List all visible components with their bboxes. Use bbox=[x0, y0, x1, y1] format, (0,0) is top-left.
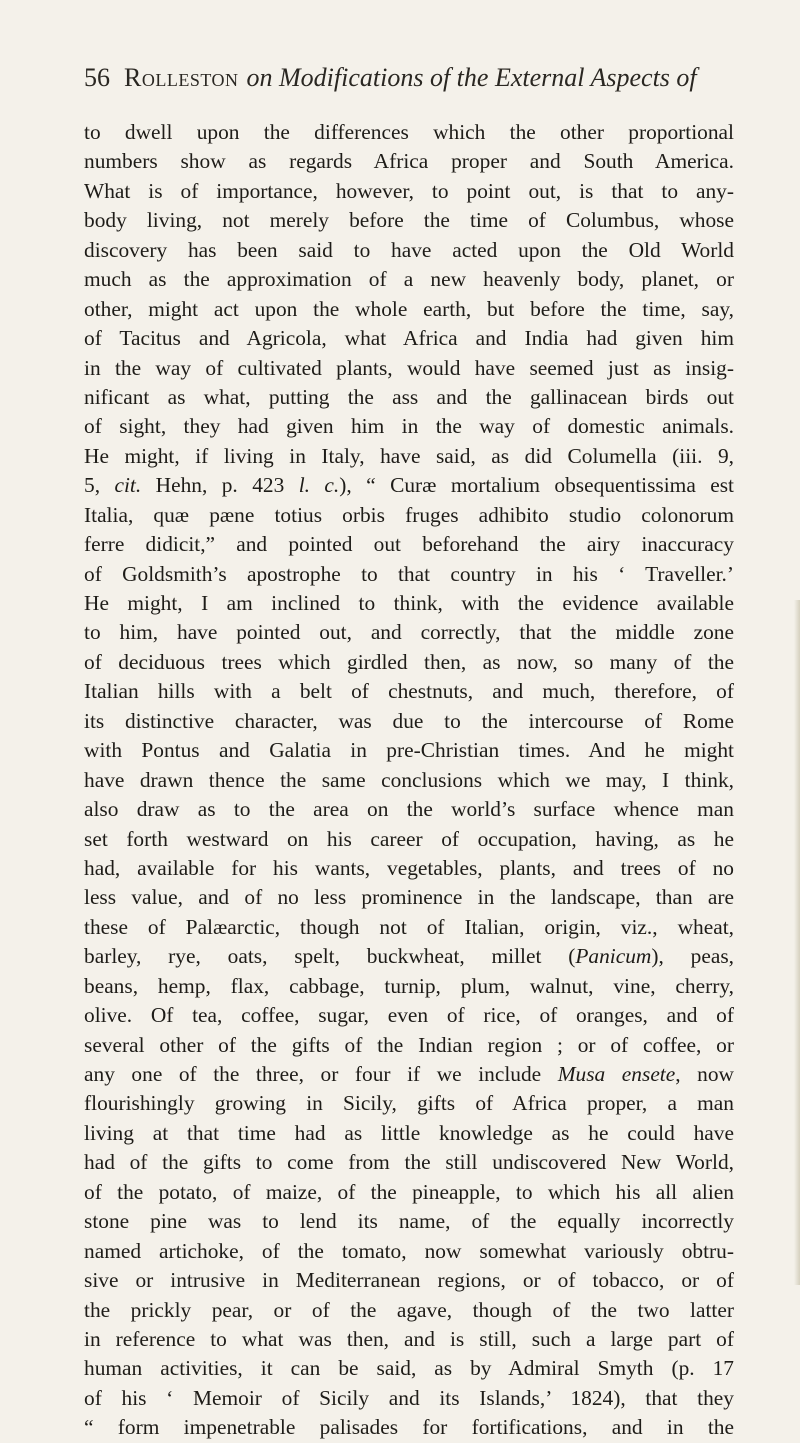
text-line: Italia, quæ pæne totius orbis fruges adhibito studio colonorum bbox=[84, 502, 734, 527]
text-line: Italian hills with a belt of chestnuts, and much, therefore, of bbox=[84, 679, 734, 704]
text-line: much as the approximation of a new heavenly body, planet, or bbox=[84, 267, 734, 292]
page-number: 56 bbox=[84, 63, 110, 92]
text-line: of his ‘ Memoir of Sicily and its Islands,’ 1824), that they bbox=[84, 1385, 734, 1410]
text-line: in the way of cultivated plants, would have seemed just as insig- bbox=[84, 355, 734, 380]
text-line: less value, and of no less prominence in the landscape, than are bbox=[84, 885, 734, 910]
text-line: living at that time had as little knowledge as he could have bbox=[84, 1120, 734, 1145]
text-line: flourishingly growing in Sicily, gifts of Africa proper, a man bbox=[84, 1091, 734, 1116]
text-line: human activities, it can be said, as by Admiral Smyth (p. 17 bbox=[84, 1356, 734, 1381]
text-line: any one of the three, or four if we include Musa ensete, now bbox=[84, 1062, 734, 1086]
text-line: What is of importance, however, to point out, is that to any- bbox=[84, 178, 734, 203]
running-head bbox=[84, 58, 734, 98]
text-line: the prickly pear, or of the agave, though of the two latter bbox=[84, 1297, 734, 1322]
text-line: He might, I am inclined to think, with the evidence available bbox=[84, 591, 734, 615]
body-text bbox=[84, 118, 734, 1443]
text-line: nificant as what, putting the ass and the gallinacean birds out bbox=[84, 384, 734, 409]
text-line: other, might act upon the whole earth, but before the time, say, bbox=[84, 296, 734, 321]
text-line: had, available for his wants, vegetables, plants, and trees of no bbox=[84, 855, 734, 880]
running-head-author: Rolleston bbox=[124, 63, 239, 92]
text-line: of sight, they had given him in the way of domestic animals. bbox=[84, 414, 734, 439]
text-line: numbers show as regards Africa proper and South America. bbox=[84, 149, 734, 174]
text-line: olive. Of tea, coffee, sugar, even of rice, of oranges, and of bbox=[84, 1003, 734, 1028]
text-line: had of the gifts to come from the still undiscovered New World, bbox=[84, 1150, 734, 1175]
text-line: with Pontus and Galatia in pre-Christian times. And he might bbox=[84, 738, 734, 763]
text-line: of deciduous trees which girdled then, as now, so many of the bbox=[84, 649, 734, 674]
text-line: these of Palæarctic, though not of Italian, origin, viz., wheat, bbox=[84, 914, 734, 939]
text-line: beans, hemp, flax, cabbage, turnip, plum, walnut, vine, cherry, bbox=[84, 973, 734, 998]
text-line: also draw as to the area on the world’s surface whence man bbox=[84, 797, 734, 822]
text-line: discovery has been said to have acted upon the Old World bbox=[84, 237, 734, 262]
text-line: to him, have pointed out, and correctly, that the middle zone bbox=[84, 620, 734, 645]
text-line: barley, rye, oats, spelt, buckwheat, millet (Panicum), peas, bbox=[84, 944, 734, 969]
text-line: stone pine was to lend its name, of the equally incorrectly bbox=[84, 1209, 734, 1234]
text-line: sive or intrusive in Mediterranean regions, or of tobacco, or of bbox=[84, 1268, 734, 1293]
running-head-title: on Modifications of the External Aspects of bbox=[246, 63, 697, 92]
text-line: named artichoke, of the tomato, now somewhat variously obtru- bbox=[84, 1238, 734, 1263]
text-line: have drawn thence the same conclusions which we may, I think, bbox=[84, 767, 734, 792]
text-line: of the potato, of maize, of the pineapple, to which his all alien bbox=[84, 1179, 734, 1204]
text-line: in reference to what was then, and is still, such a large part of bbox=[84, 1326, 734, 1351]
text-line: He might, if living in Italy, have said, as did Columella (iii. 9, bbox=[84, 443, 734, 468]
text-line: ferre didicit,” and pointed out beforehand the airy inaccuracy bbox=[84, 532, 734, 557]
text-line: of Goldsmith’s apostrophe to that country in his ‘ Traveller.’ bbox=[84, 561, 734, 586]
text-line: body living, not merely before the time of Columbus, whose bbox=[84, 208, 734, 233]
text-line: set forth westward on his career of occupation, having, as he bbox=[84, 826, 734, 851]
page-edge-shadow bbox=[794, 600, 800, 1285]
text-line: “ form impenetrable palisades for fortifications, and in the bbox=[84, 1415, 734, 1440]
text-line: of Tacitus and Agricola, what Africa and India had given him bbox=[84, 326, 734, 351]
text-line: its distinctive character, was due to the intercourse of Rome bbox=[84, 708, 734, 733]
text-line: 5, cit. Hehn, p. 423 l. c.), “ Curæ mortalium obsequentissima est bbox=[84, 473, 734, 498]
text-line: several other of the gifts of the Indian region ; or of coffee, or bbox=[84, 1032, 734, 1057]
text-line: to dwell upon the differences which the other proportional bbox=[84, 120, 734, 144]
